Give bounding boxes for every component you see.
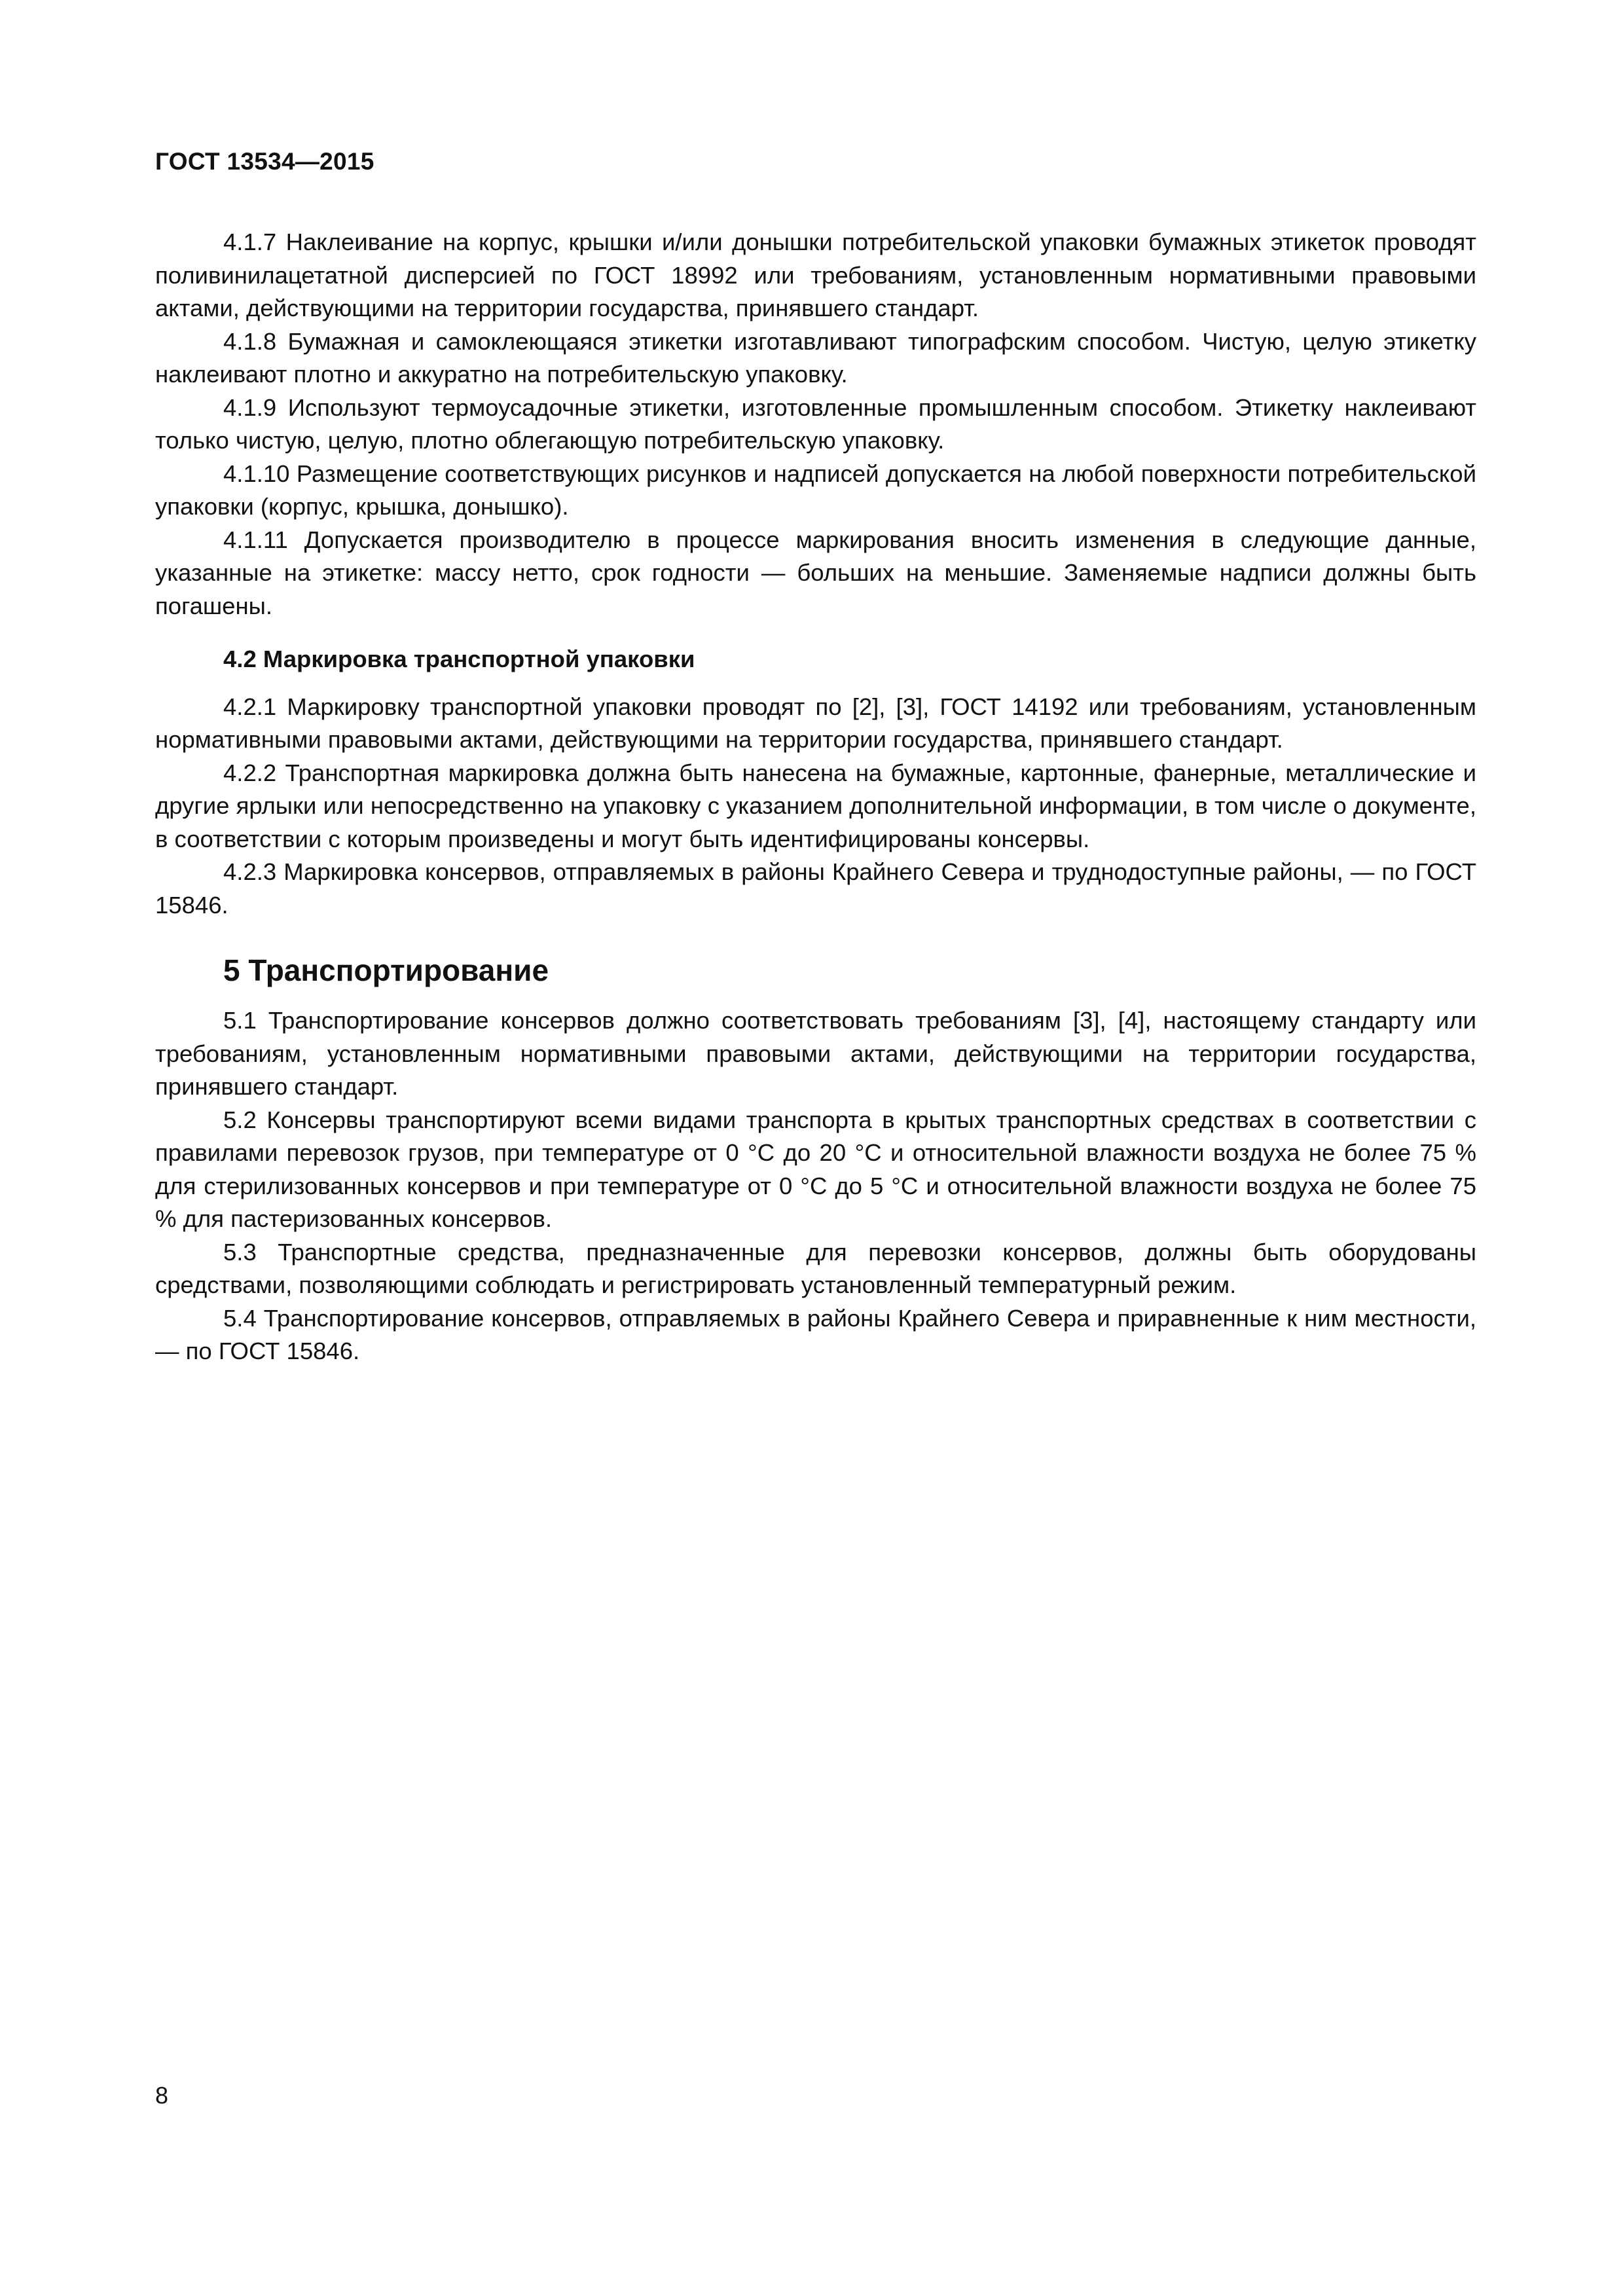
paragraph-5-2: 5.2 Консервы транспортируют всеми видами транспорта в крытых транспортных средствах в соответствии с правилами перевозок грузов, при температуре от 0 °С до 20 °С и относительной влажности воздуха не более 75 % для стерилизованных консервов и при температуре от 0 °С до 5 °С и относительной влажности воздуха не более 75 % для пастеризованных консервов. (155, 1106, 1476, 1232)
paragraph-5-4: 5.4 Транспортирование консервов, отправляемых в районы Крайнего Севера и приравненные к ним местности, — по ГОСТ 15846. (155, 1304, 1476, 1364)
paragraph-5-1: 5.1 Транспортирование консервов должно соответствовать требованиям [3], [4], настоящему стандарту или требованиям, установленным нормативными правовыми актами, действующими на территории государства, принявшего стандарт. (155, 1007, 1476, 1100)
paragraph-4-2-3: 4.2.3 Маркировка консервов, отправляемых в районы Крайнего Севера и труднодоступные районы, — по ГОСТ 15846. (155, 858, 1476, 919)
document-header: ГОСТ 13534—2015 (155, 148, 374, 175)
document-body (155, 226, 1476, 1368)
paragraph-4-1-9: 4.1.9 Используют термоусадочные этикетки, изготовленные промышленным способом. Этикетку наклеивают только чистую, целую, плотно облегающую потребительскую упаковку. (155, 393, 1476, 454)
section-4-2-heading: 4.2 Маркировка транспортной упаковки (223, 646, 695, 672)
paragraph-4-1-7: 4.1.7 Наклеивание на корпус, крышки и/или донышки потребительской упаковки бумажных этикеток проводят поливинилацетатной дисперсией по ГОСТ 18992 или требованиям, установленным нормативными правовыми актами, действующими на территории государства, принявшего стандарт. (155, 228, 1476, 321)
paragraph-5-3: 5.3 Транспортные средства, предназначенные для перевозки консервов, должны быть оборудованы средствами, позволяющими соблюдать и регистрировать установленный температурный режим. (155, 1238, 1476, 1298)
paragraph-4-1-11: 4.1.11 Допускается производителю в процессе маркирования вносить изменения в следующие данные, указанные на этикетке: массу нетто, срок годности — больших на меньшие. Заменяемые надписи должны быть погашены. (155, 526, 1476, 619)
paragraph-4-1-8: 4.1.8 Бумажная и самоклеющаяся этикетки изготавливают типографским способом. Чистую, целую этикетку наклеивают плотно и аккуратно на потребительскую упаковку. (155, 327, 1476, 388)
section-5-heading: 5 Транспортирование (223, 953, 549, 987)
paragraph-4-2-2: 4.2.2 Транспортная маркировка должна быть нанесена на бумажные, картонные, фанерные, металлические и другие ярлыки или непосредственно на упаковку с указанием дополнительной информации, в том числе о документе, в соответствии с которым произведены и могут быть идентифицированы консервы. (155, 759, 1476, 852)
paragraph-4-2-1: 4.2.1 Маркировку транспортной упаковки проводят по [2], [3], ГОСТ 14192 или требованиям, установленным нормативными правовыми актами, действующими на территории государства, принявшего стандарт. (155, 693, 1476, 753)
paragraph-4-1-10: 4.1.10 Размещение соответствующих рисунков и надписей допускается на любой поверхности потребительской упаковки (корпус, крышка, донышко). (155, 460, 1476, 520)
page-number: 8 (155, 2082, 169, 2109)
